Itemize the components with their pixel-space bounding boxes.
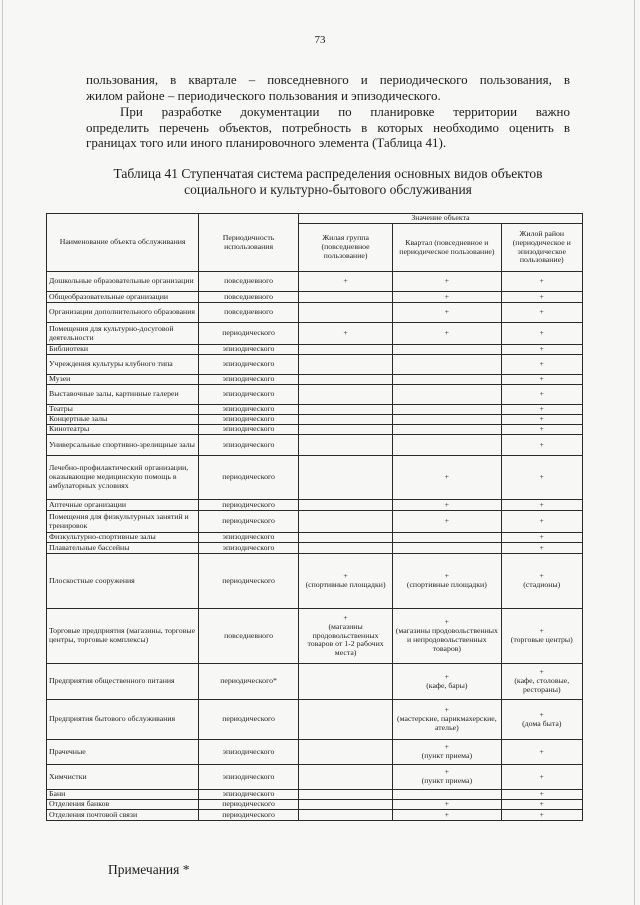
header-usage: Периодичность использования [199,214,299,272]
cell-object-name: Учреждения культуры клубного типа [47,355,199,375]
cell-district-value: + [501,292,583,303]
cell-district-value: + [501,800,583,810]
table-row [47,355,583,375]
cell-quarter-value: + [393,292,501,303]
body-line: определить перечень объектов, потребность в которых необходимо оценить в [86,119,570,135]
cell-group-value [298,375,392,385]
cell-quarter-value [393,375,501,385]
table-row [47,425,583,435]
table-row [47,800,583,810]
cell-group-value: + [298,272,392,292]
cell-group-value [298,435,392,456]
cell-district-value: + [501,345,583,355]
cell-group-value: + (магазины продовольственных товаров от 1-2 рабочих места) [298,609,392,664]
page-number: 73 [314,34,326,46]
cell-quarter-value: + [393,800,501,810]
services-table [46,213,583,821]
table-row [47,543,583,554]
table-row [47,765,583,790]
cell-object-name: Музеи [47,375,199,385]
cell-usage: повседневного [199,303,299,323]
cell-object-name: Химчистки [47,765,199,790]
table-row [47,511,583,533]
cell-quarter-value [393,543,501,554]
cell-quarter-value [393,355,501,375]
cell-usage: эпизодического [199,375,299,385]
cell-usage: периодического [199,800,299,810]
cell-district-value: + [501,323,583,345]
cell-usage: повседневного [199,609,299,664]
table-row [47,375,583,385]
cell-district-value: + [501,375,583,385]
cell-district-value: + [501,740,583,765]
cell-usage: повседневного [199,272,299,292]
cell-object-name: Лечебно-профилактический организации, оказывающие медицинскую помощь в амбулаторных условиях [47,456,199,500]
cell-usage: эпизодического [199,425,299,435]
cell-quarter-value [393,425,501,435]
cell-object-name: Общеобразовательные организации [47,292,199,303]
cell-quarter-value [393,405,501,415]
intro-line: пользования, в квартале – повседневного и периодического пользования, в [86,72,570,87]
cell-usage: периодического [199,511,299,533]
cell-object-name: Бани [47,790,199,800]
cell-district-value: + [501,272,583,292]
cell-object-name: Прачечные [47,740,199,765]
cell-object-name: Физкультурно-спортивные залы [47,533,199,543]
cell-quarter-value: + (мастерские, парикмахерские, ателье) [393,700,501,740]
notes-label: Примечания * [108,862,190,877]
cell-usage: периодического [199,456,299,500]
cell-group-value [298,303,392,323]
cell-district-value: + [501,303,583,323]
cell-usage: периодического* [199,664,299,700]
table-row [47,303,583,323]
cell-quarter-value [393,533,501,543]
table-row [47,405,583,415]
header-residential-group: Жилая группа (повседневное пользование) [298,224,392,272]
cell-usage: эпизодического [199,543,299,554]
cell-group-value [298,345,392,355]
cell-quarter-value: + (спортивные площадки) [393,554,501,609]
header-name: Наименование объекта обслуживания [47,214,199,272]
table-row [47,810,583,821]
cell-usage: периодического [199,323,299,345]
table-row [47,345,583,355]
table-row [47,415,583,425]
cell-object-name: Предприятия бытового обслуживания [47,700,199,740]
header-quarter: Квартал (повседневное и периодическое пользование) [393,224,501,272]
cell-group-value [298,700,392,740]
cell-object-name: Отделения банков [47,800,199,810]
cell-object-name: Предприятия общественного питания [47,664,199,700]
cell-group-value [298,765,392,790]
cell-usage: эпизодического [199,385,299,405]
intro-line: жилом районе – периодического пользования и эпизодического. [86,87,441,103]
table-row [47,790,583,800]
cell-quarter-value: + (пункт приема) [393,765,501,790]
table-title-line: Таблица 41 Ступенчатая система распределения основных видов объектов [113,166,543,181]
cell-usage: периодического [199,500,299,511]
cell-object-name: Плоскостные сооружения [47,554,199,609]
cell-usage: эпизодического [199,415,299,425]
cell-district-value: + [501,456,583,500]
cell-quarter-value [393,345,501,355]
body-line: границах того или иного планировочного элемента (Таблица 41). [86,135,447,150]
cell-group-value [298,533,392,543]
cell-quarter-value [393,415,501,425]
cell-group-value [298,425,392,435]
cell-district-value: + [501,385,583,405]
table-row [47,435,583,456]
cell-object-name: Плавательные бассейны [47,543,199,554]
cell-district-value: + [501,543,583,554]
table-row [47,700,583,740]
table-row [47,456,583,500]
cell-usage: периодического [199,700,299,740]
cell-district-value: + (кафе, столовые, рестораны) [501,664,583,700]
cell-usage: периодического [199,810,299,821]
cell-usage: эпизодического [199,355,299,375]
cell-group-value [298,543,392,554]
cell-usage: эпизодического [199,345,299,355]
cell-usage: периодического [199,554,299,609]
cell-object-name: Универсальные спортивно-зрелищные залы [47,435,199,456]
table-row [47,554,583,609]
cell-object-name: Отделения почтовой связи [47,810,199,821]
table-row [47,272,583,292]
cell-group-value [298,511,392,533]
cell-district-value: + [501,533,583,543]
table-row [47,740,583,765]
cell-quarter-value: + [393,500,501,511]
table-row [47,323,583,345]
cell-group-value [298,405,392,415]
cell-usage: эпизодического [199,405,299,415]
cell-quarter-value: + [393,456,501,500]
table-title [80,166,576,198]
cell-quarter-value: + (кафе, бары) [393,664,501,700]
cell-quarter-value: + [393,810,501,821]
cell-district-value: + (дома быта) [501,700,583,740]
cell-quarter-value: + [393,511,501,533]
cell-district-value: + (стадионы) [501,554,583,609]
cell-quarter-value [393,435,501,456]
cell-usage: эпизодического [199,740,299,765]
body-paragraph [86,104,570,151]
cell-group-value [298,355,392,375]
cell-usage: эпизодического [199,533,299,543]
cell-group-value: + (спортивные площадки) [298,554,392,609]
cell-quarter-value: + (магазины продовольственных и непродовольственных товаров) [393,609,501,664]
cell-group-value [298,500,392,511]
cell-group-value [298,740,392,765]
cell-group-value [298,456,392,500]
cell-district-value: + [501,765,583,790]
cell-district-value: + [501,790,583,800]
cell-usage: повседневного [199,292,299,303]
body-line: При разработке документации по планировке территории важно [120,104,570,119]
table-row [47,609,583,664]
intro-paragraph [86,72,570,103]
cell-object-name: Организации дополнительного образования [47,303,199,323]
cell-district-value: + [501,355,583,375]
cell-object-name: Аптечные организации [47,500,199,511]
cell-quarter-value: + [393,303,501,323]
cell-district-value: + [501,810,583,821]
table-row [47,385,583,405]
cell-quarter-value: + (пункт приема) [393,740,501,765]
cell-quarter-value: + [393,323,501,345]
cell-group-value [298,800,392,810]
table-row [47,533,583,543]
table-title-line: социального и культурно-бытового обслуживания [184,182,472,197]
cell-group-value [298,292,392,303]
table-row [47,292,583,303]
scan-edge-left [2,0,3,905]
cell-district-value: + (торговые центры) [501,609,583,664]
cell-quarter-value: + [393,272,501,292]
cell-object-name: Дошкольные образовательные организации [47,272,199,292]
cell-group-value: + [298,323,392,345]
cell-district-value: + [501,415,583,425]
cell-object-name: Кинотеатры [47,425,199,435]
cell-district-value: + [501,511,583,533]
cell-object-name: Театры [47,405,199,415]
cell-object-name: Библиотеки [47,345,199,355]
cell-district-value: + [501,425,583,435]
cell-group-value [298,664,392,700]
header-residential-district: Жилой район (периодическое и эпизодическое пользование) [501,224,583,272]
cell-district-value: + [501,405,583,415]
cell-group-value [298,790,392,800]
cell-district-value: + [501,500,583,511]
cell-object-name: Помещения для физкультурных занятий и тренировок [47,511,199,533]
cell-usage: эпизодического [199,435,299,456]
cell-object-name: Выставочные залы, картинные галереи [47,385,199,405]
cell-group-value [298,810,392,821]
scan-edge-right [634,0,635,905]
cell-object-name: Помещения для культурно-досуговой деятельности [47,323,199,345]
table-row [47,664,583,700]
cell-quarter-value [393,385,501,405]
cell-usage: эпизодического [199,765,299,790]
header-value: Значение объекта [298,214,582,224]
table-row [47,500,583,511]
cell-usage: эпизодического [199,790,299,800]
cell-object-name: Торговые предприятия (магазины, торговые центры, торговые комплексы) [47,609,199,664]
cell-group-value [298,415,392,425]
cell-group-value [298,385,392,405]
table-body [47,272,583,821]
cell-quarter-value [393,790,501,800]
cell-district-value: + [501,435,583,456]
cell-object-name: Концертные залы [47,415,199,425]
